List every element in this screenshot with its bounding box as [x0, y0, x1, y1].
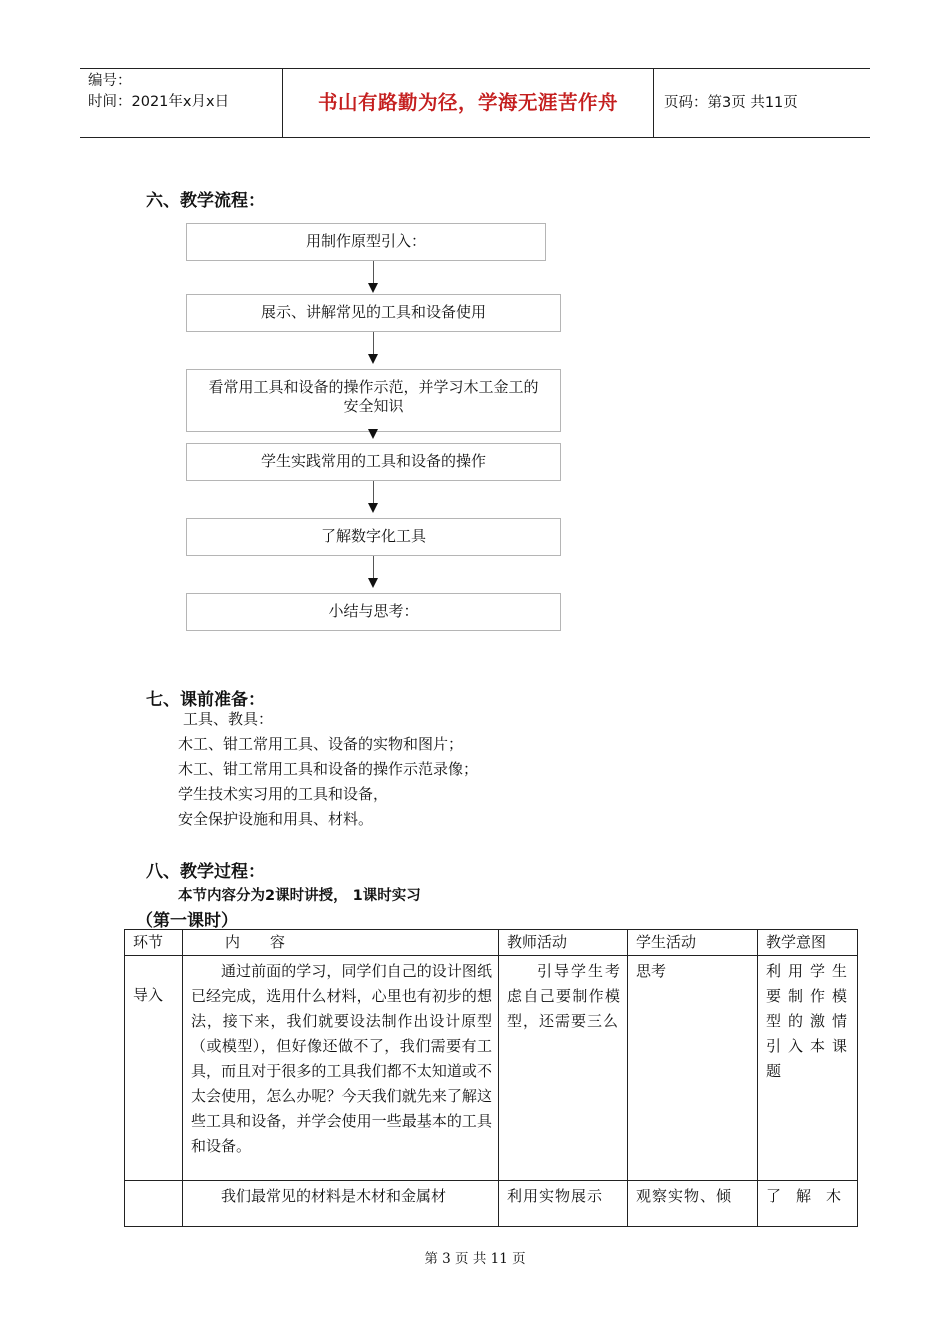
student-activity-cell: 观察实物、倾	[636, 1187, 733, 1205]
flow-step-6: 小结与思考：	[186, 593, 561, 631]
flow-arrow-icon	[368, 354, 378, 364]
document-number-label: 编号：	[88, 73, 132, 89]
stage-cell	[125, 1181, 182, 1184]
teacher-activity-cell: 利用实物展示	[507, 1187, 604, 1205]
section-8-title: 八、教学过程：	[146, 862, 265, 882]
student-activity-cell: 思考	[636, 962, 667, 980]
page-footer: 第 3 页 共 11 页	[424, 1251, 526, 1267]
column-header: 内 容	[225, 933, 286, 951]
intent-cell: 利用学生要制作模型的激情引入本课题	[766, 962, 851, 1080]
prep-item: 木工、钳工常用工具、设备的实物和图片；	[178, 735, 464, 753]
content-cell: 我们最常见的材料是木材和金属材	[221, 1187, 447, 1205]
flow-step-1: 用制作原型引入：	[186, 223, 546, 261]
flow-connector	[373, 332, 374, 354]
flow-connector	[373, 481, 374, 503]
document-date: 时间：2021年x月x日	[88, 94, 230, 110]
table-row	[125, 1181, 858, 1227]
stage-cell: 导入	[133, 986, 164, 1004]
flow-arrow-icon	[368, 429, 378, 439]
teacher-activity-cell: 引导学生考虑自己要制作模型，还需要三么	[507, 962, 621, 1030]
table-row	[125, 956, 858, 1181]
section-7-title: 七、课前准备：	[146, 690, 265, 710]
prep-item: 安全保护设施和用具、材料。	[178, 810, 374, 828]
prep-item: 学生技术实习用的工具和设备，	[178, 785, 389, 803]
header-motto: 书山有路勤为径，学海无涯苦作舟	[282, 69, 654, 137]
flow-step-3: 看常用工具和设备的操作示范，并学习木工金工的安全知识	[186, 369, 561, 432]
column-header: 环节	[133, 933, 164, 951]
teaching-process-table	[124, 929, 858, 1227]
content-cell: 通过前面的学习，同学们自己的设计图纸已经完成，选用什么材料，心里也有初步的想法，接下来，我们就要设法制作出设计原型（或模型），但好像还做不了，我们需要有工具，而且对于很多的工具我们都不太知道或不太会使用，怎么办呢？今天我们就先来了解这些工具和设备，并学会使用一些最基本的工具和设备。	[191, 962, 492, 1155]
prep-subtitle: 工具、教具：	[183, 710, 274, 728]
intent-cell: 了 解 木	[766, 1187, 842, 1205]
section-6-title: 六、教学流程：	[146, 191, 265, 211]
flow-step-4: 学生实践常用的工具和设备的操作	[186, 443, 561, 481]
flow-arrow-icon	[368, 578, 378, 588]
flow-step-5: 了解数字化工具	[186, 518, 561, 556]
flow-step-2: 展示、讲解常见的工具和设备使用	[186, 294, 561, 332]
table-header-row	[125, 930, 858, 956]
page-header	[80, 68, 870, 138]
flow-arrow-icon	[368, 503, 378, 513]
prep-item: 木工、钳工常用工具和设备的操作示范录像；	[178, 760, 479, 778]
lesson-label: （第一课时）	[136, 911, 238, 931]
lesson-note: 本节内容分为2课时讲授， 1课时实习	[178, 888, 421, 904]
flow-connector	[373, 261, 374, 283]
column-header: 教师活动	[507, 933, 568, 951]
header-page-info: 页码：第3页 共11页	[664, 95, 798, 111]
column-header: 教学意图	[766, 933, 827, 951]
flow-arrow-icon	[368, 283, 378, 293]
flow-connector	[373, 556, 374, 578]
header-meta	[80, 69, 282, 137]
column-header: 学生活动	[636, 933, 697, 951]
